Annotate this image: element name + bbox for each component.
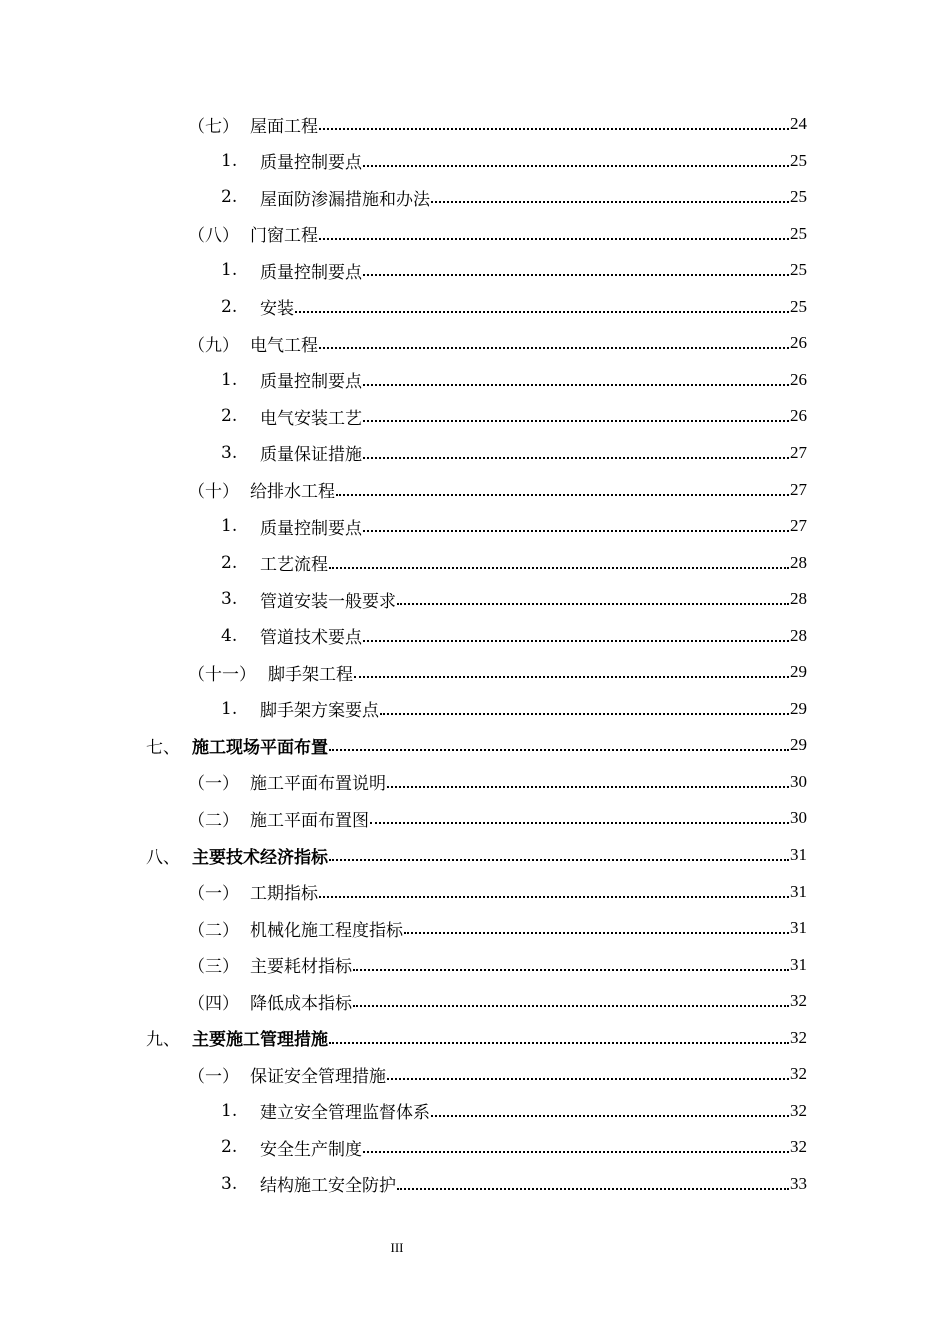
toc-entry-number: （一） bbox=[188, 884, 239, 905]
toc-entry-number: 1. bbox=[221, 1100, 238, 1121]
toc-entry-page: 30 bbox=[790, 808, 807, 828]
toc-entry-title: 质量控制要点 bbox=[260, 372, 362, 393]
toc-entry-title: 结构施工安全防护 bbox=[260, 1176, 396, 1197]
toc-entry-title: 质量保证措施 bbox=[260, 445, 362, 466]
toc-entry[interactable] bbox=[221, 293, 807, 321]
toc-entry-page: 26 bbox=[790, 406, 807, 426]
toc-entry-number: 八、 bbox=[146, 847, 180, 868]
toc-dot-leader bbox=[329, 858, 789, 861]
toc-entry-page: 26 bbox=[790, 369, 807, 389]
toc-entry-title: 管道技术要点 bbox=[260, 628, 362, 649]
toc-entry[interactable] bbox=[221, 439, 807, 467]
toc-entry-page: 27 bbox=[790, 479, 807, 499]
toc-dot-leader bbox=[329, 748, 789, 751]
toc-entry[interactable] bbox=[188, 1060, 807, 1088]
toc-entry-page: 29 bbox=[790, 698, 807, 718]
toc-dot-leader bbox=[329, 1041, 789, 1044]
toc-entry-title: 主要施工管理措施 bbox=[192, 1030, 328, 1051]
toc-dot-leader bbox=[431, 1114, 789, 1117]
toc-entry-number: 3. bbox=[221, 589, 238, 610]
toc-entry-title: 施工平面布置说明 bbox=[250, 774, 386, 795]
toc-dot-leader bbox=[363, 456, 789, 459]
toc-entry-number: （一） bbox=[188, 1066, 239, 1087]
toc-entry[interactable] bbox=[221, 512, 807, 540]
toc-dot-leader bbox=[363, 419, 789, 422]
toc-entry-page: 28 bbox=[790, 625, 807, 645]
page-number: III bbox=[390, 1240, 404, 1255]
toc-entry-number: （十） bbox=[188, 482, 239, 502]
toc-entry-number: 2. bbox=[221, 1137, 238, 1158]
toc-entry-page: 32 bbox=[790, 1137, 807, 1157]
toc-entry-page: 25 bbox=[790, 260, 807, 280]
toc-entry-title: 安全生产制度 bbox=[260, 1139, 362, 1160]
toc-entry-number: 3. bbox=[221, 442, 238, 463]
toc-dot-leader bbox=[387, 785, 789, 788]
toc-entry-page: 33 bbox=[790, 1173, 807, 1193]
toc-entry-title: 施工现场平面布置 bbox=[192, 737, 328, 758]
toc-entry-title: 保证安全管理措施 bbox=[250, 1066, 386, 1087]
toc-entry-title: 电气安装工艺 bbox=[260, 408, 362, 429]
toc-entry-number: （七） bbox=[188, 116, 239, 137]
toc-entry-number: （九） bbox=[188, 335, 239, 356]
toc-entry-title: 机械化施工程度指标 bbox=[250, 920, 403, 941]
toc-entry[interactable] bbox=[146, 731, 807, 759]
toc-entry-number: 七、 bbox=[146, 737, 180, 758]
toc-entry[interactable] bbox=[221, 1170, 807, 1198]
toc-entry-page: 28 bbox=[790, 552, 807, 572]
toc-dot-leader bbox=[353, 1004, 789, 1007]
toc-dot-leader bbox=[319, 346, 789, 349]
toc-entry[interactable] bbox=[146, 841, 807, 869]
toc-dot-leader bbox=[431, 200, 789, 203]
toc-dot-leader bbox=[363, 273, 789, 276]
toc-entry[interactable] bbox=[221, 1133, 807, 1161]
toc-entry[interactable] bbox=[188, 878, 807, 906]
toc-entry-number: （十一） bbox=[188, 664, 256, 685]
toc-entry-number: 1. bbox=[221, 516, 238, 537]
toc-entry-page: 31 bbox=[790, 845, 807, 864]
toc-entry[interactable] bbox=[146, 1024, 807, 1052]
toc-entry-title: 降低成本指标 bbox=[250, 993, 352, 1014]
toc-entry-page: 27 bbox=[790, 516, 807, 536]
toc-entry[interactable] bbox=[221, 402, 807, 430]
toc-entry-number: （一） bbox=[188, 774, 239, 795]
toc-dot-leader bbox=[336, 493, 789, 496]
toc-dot-leader bbox=[380, 712, 789, 715]
toc-entry[interactable] bbox=[188, 987, 807, 1015]
toc-entry[interactable] bbox=[221, 622, 807, 650]
toc-entry-title: 质量控制要点 bbox=[260, 153, 362, 174]
toc-entry-page: 32 bbox=[790, 1100, 807, 1120]
toc-entry-number: 九、 bbox=[146, 1030, 180, 1051]
toc-entry-page: 32 bbox=[790, 1027, 807, 1047]
toc-entry[interactable] bbox=[221, 147, 807, 175]
toc-entry-page: 27 bbox=[790, 442, 807, 462]
toc-dot-leader bbox=[295, 310, 789, 313]
toc-entry-title: 建立安全管理监督体系 bbox=[260, 1103, 430, 1124]
toc-entry-number: （二） bbox=[188, 920, 239, 941]
toc-entry-title: 安装 bbox=[260, 299, 294, 320]
toc-entry-number: 2. bbox=[221, 552, 238, 573]
toc-dot-leader bbox=[329, 566, 789, 569]
toc-entry-title: 管道安装一般要求 bbox=[260, 591, 396, 612]
toc-dot-leader bbox=[370, 821, 789, 824]
toc-entry[interactable] bbox=[188, 768, 807, 796]
toc-entry-number: （八） bbox=[188, 226, 239, 247]
toc-entry-title: 主要耗材指标 bbox=[250, 957, 352, 978]
toc-entry-title: 电气工程 bbox=[250, 335, 318, 356]
toc-entry-page: 29 bbox=[790, 662, 807, 682]
toc-entry-page: 25 bbox=[790, 296, 807, 316]
toc-entry-title: 主要技术经济指标 bbox=[192, 847, 328, 868]
toc-entry-number: （二） bbox=[188, 810, 239, 831]
toc-dot-leader bbox=[319, 237, 789, 240]
toc-entry-title: 质量控制要点 bbox=[260, 518, 362, 539]
toc-entry-title: 屋面工程 bbox=[250, 116, 318, 137]
toc-entry-number: 3. bbox=[221, 1173, 238, 1194]
toc-entry-title: 质量控制要点 bbox=[260, 262, 362, 283]
toc-entry[interactable] bbox=[188, 914, 807, 942]
toc-dot-leader bbox=[354, 675, 789, 678]
toc-entry-title: 工艺流程 bbox=[260, 555, 328, 576]
toc-entry-page: 25 bbox=[790, 187, 807, 207]
toc-entry-number: 1. bbox=[221, 369, 238, 390]
toc-entry-page: 31 bbox=[790, 918, 807, 938]
toc-entry[interactable] bbox=[221, 1097, 807, 1125]
toc-dot-leader bbox=[397, 1187, 789, 1190]
toc-dot-leader bbox=[397, 602, 789, 605]
toc-entry-title: 屋面防渗漏措施和办法 bbox=[260, 189, 430, 210]
toc-entry-title: 脚手架方案要点 bbox=[260, 701, 379, 722]
toc-entry[interactable] bbox=[221, 585, 807, 613]
toc-entry-number: 2. bbox=[221, 406, 238, 427]
toc-entry-page: 32 bbox=[790, 1064, 807, 1084]
toc-dot-leader bbox=[319, 895, 789, 898]
toc-entry-number: 1. bbox=[221, 150, 238, 171]
toc-dot-leader bbox=[363, 1150, 789, 1153]
toc-entry-number: （四） bbox=[188, 993, 239, 1014]
toc-entry-number: 2. bbox=[221, 187, 238, 208]
toc-entry-page: 28 bbox=[790, 589, 807, 609]
toc-entry-number: （三） bbox=[188, 957, 239, 978]
toc-entry-page: 32 bbox=[790, 991, 807, 1011]
toc-entry[interactable] bbox=[221, 549, 807, 577]
toc-dot-leader bbox=[363, 164, 789, 167]
toc-entry[interactable] bbox=[221, 695, 807, 723]
toc-entry-page: 24 bbox=[790, 114, 807, 133]
toc-entry[interactable] bbox=[188, 476, 807, 504]
toc-entry-page: 30 bbox=[790, 771, 807, 791]
toc-dot-leader bbox=[363, 639, 789, 642]
toc-entry-title: 工期指标 bbox=[250, 884, 318, 905]
toc-dot-leader bbox=[404, 931, 789, 934]
toc-entry[interactable] bbox=[188, 804, 807, 832]
toc-entry-number: 2. bbox=[221, 296, 238, 317]
toc-dot-leader bbox=[387, 1077, 789, 1080]
toc-dot-leader bbox=[353, 968, 789, 971]
toc-dot-leader bbox=[319, 127, 789, 130]
toc-entry[interactable] bbox=[188, 329, 807, 357]
toc-entry-number: 4. bbox=[221, 625, 238, 646]
toc-entry-number: 1. bbox=[221, 698, 238, 719]
toc-entry-page: 25 bbox=[790, 223, 807, 243]
toc-entry-title: 施工平面布置图 bbox=[250, 810, 369, 831]
toc-entry[interactable] bbox=[188, 951, 807, 979]
toc-entry-number: 1. bbox=[221, 260, 238, 281]
toc-entry-title: 门窗工程 bbox=[250, 226, 318, 247]
toc-entry[interactable] bbox=[188, 658, 807, 686]
toc-entry[interactable] bbox=[221, 366, 807, 394]
toc-entry[interactable] bbox=[188, 110, 807, 138]
toc-entry-page: 25 bbox=[790, 150, 807, 170]
toc-entry[interactable] bbox=[188, 220, 807, 248]
toc-entry-page: 26 bbox=[790, 333, 807, 353]
toc-dot-leader bbox=[363, 383, 789, 386]
toc-dot-leader bbox=[363, 529, 789, 532]
toc-entry[interactable] bbox=[221, 256, 807, 284]
toc-entry[interactable] bbox=[221, 183, 807, 211]
toc-entry-page: 31 bbox=[790, 954, 807, 974]
toc-entry-page: 29 bbox=[790, 735, 807, 755]
toc-entry-title: 脚手架工程 bbox=[268, 664, 353, 685]
toc-entry-page: 31 bbox=[790, 881, 807, 901]
toc-entry-title: 给排水工程 bbox=[250, 482, 335, 502]
